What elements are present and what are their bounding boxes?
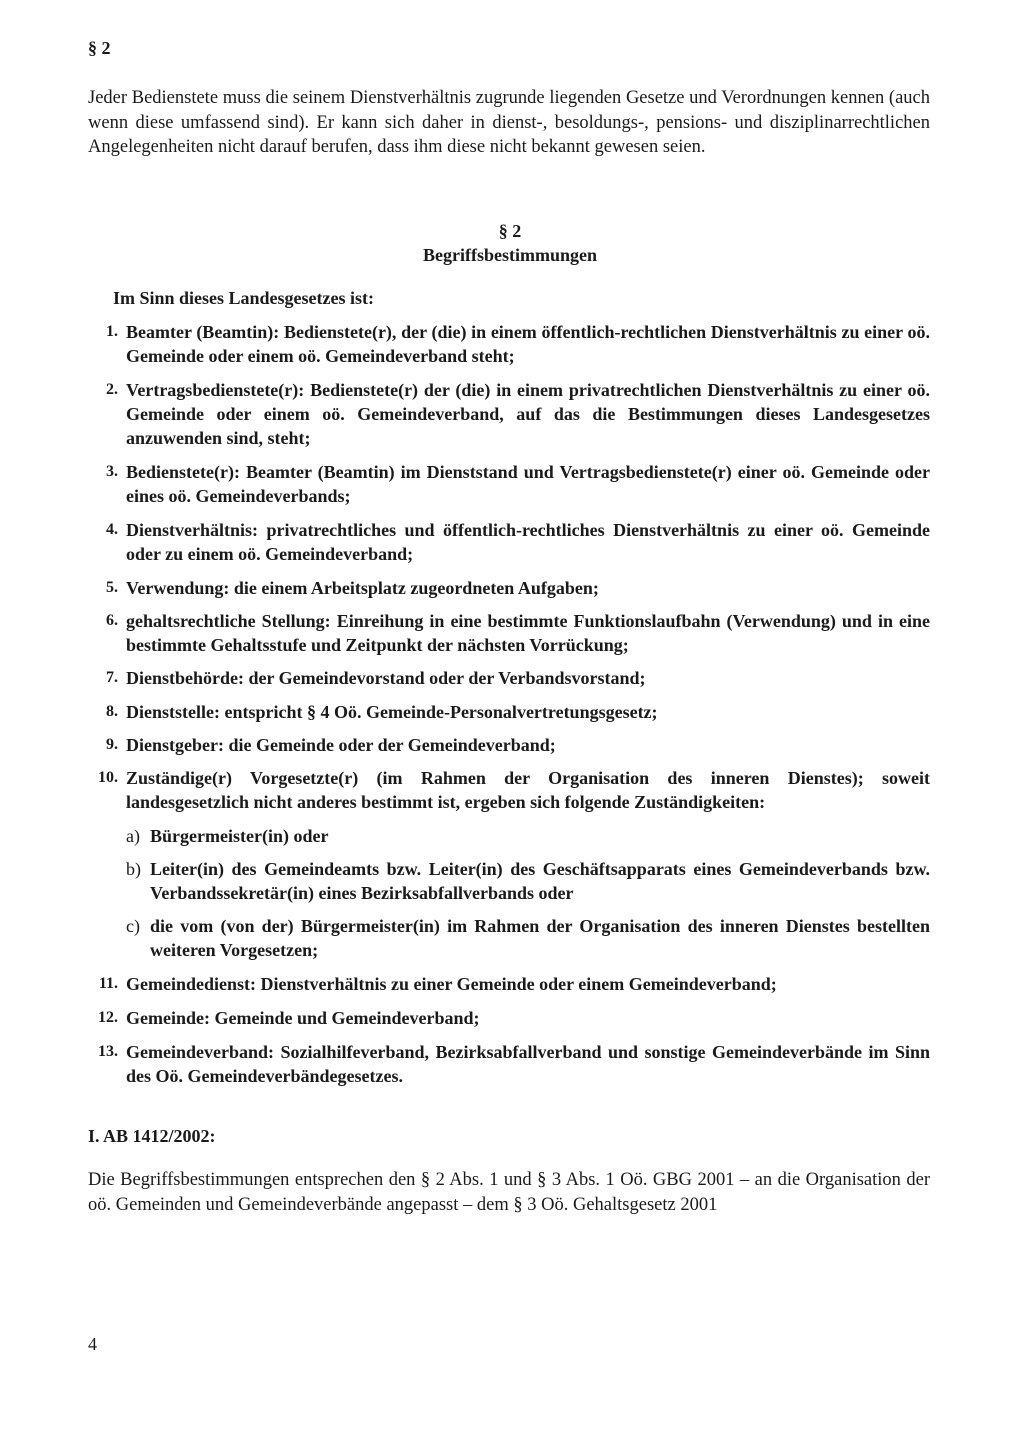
item-text: Dienstgeber: die Gemeinde oder der Gemeindeverband; <box>126 735 556 755</box>
subitem-text: Leiter(in) des Gemeindeamts bzw. Leiter(in) des Geschäftsapparats eines Gemeindeverbands bzw. Verbandssekretär(in) eines Bezirksabfallverbands oder <box>150 859 930 903</box>
item-number: 7. <box>106 669 118 686</box>
item-number: 2. <box>106 381 118 398</box>
annotation-heading: I. AB 1412/2002: <box>88 1126 216 1146</box>
definition-item-6 <box>88 609 930 657</box>
subitem-text: Bürgermeister(in) oder <box>150 826 329 846</box>
item-text: gehaltsrechtliche Stellung: Einreihung in eine bestimmte Funktionslaufbahn (Verwendung) und in eine bestimmte Gehaltsstufe und Zeitpunkt der nächsten Vorrückung; <box>126 611 930 655</box>
definition-item-7 <box>88 666 930 690</box>
item-number: 10. <box>98 769 118 786</box>
item-number: 13. <box>98 1043 118 1060</box>
subitem-a <box>126 824 930 848</box>
item-number: 8. <box>106 703 118 720</box>
item-number: 3. <box>106 463 118 480</box>
definition-item-9 <box>88 733 930 757</box>
item-number: 11. <box>98 975 118 992</box>
definition-item-13 <box>88 1040 930 1088</box>
item-text: Beamter (Beamtin): Bedienstete(r), der (die) in einem öffentlich-rechtlichen Dienstverhältnis zu einer oö. Gemeinde oder einem oö. Gemeindeverband steht; <box>126 322 930 366</box>
definition-item-11 <box>88 972 930 996</box>
section-number: § 2 <box>498 221 522 241</box>
item-number: 5. <box>106 579 118 596</box>
section-lead: Im Sinn dieses Landesgesetzes ist: <box>113 288 375 308</box>
section-title: Begriffsbestimmungen <box>423 245 597 265</box>
subitem-label: b) <box>126 859 141 879</box>
item-text: Gemeindedienst: Dienstverhältnis zu einer Gemeinde oder einem Gemeindeverband; <box>126 974 777 994</box>
item-number: 1. <box>106 323 118 340</box>
definition-item-12 <box>88 1006 930 1030</box>
item-text: Verwendung: die einem Arbeitsplatz zugeordneten Aufgaben; <box>126 578 599 598</box>
item-text: Gemeinde: Gemeinde und Gemeindeverband; <box>126 1008 480 1028</box>
previous-section-text: Jeder Bedienstete muss die seinem Dienstverhältnis zugrunde liegenden Gesetze und Verordnungen kennen (auch wenn diese umfassend sind). Er kann sich daher in dienst-, besoldungs-, pensions- und disziplinarrechtlichen Angelegenheiten nicht darauf berufen, dass ihm diese nicht bekannt gewesen seien. <box>88 88 930 157</box>
item-text: Gemeindeverband: Sozialhilfeverband, Bezirksabfallverband und sonstige Gemeindeverbände im Sinn des Oö. Gemeindeverbändegesetzes. <box>126 1042 930 1086</box>
definition-item-1 <box>88 320 930 368</box>
subitem-c <box>126 914 930 962</box>
definition-item-4 <box>88 518 930 566</box>
item-number: 4. <box>106 521 118 538</box>
item-number: 6. <box>106 612 118 629</box>
subitem-text: die vom (von der) Bürgermeister(in) im Rahmen der Organisation des inneren Dienstes bestellten weiteren Vorgesetzen; <box>150 916 930 960</box>
item-text: Vertragsbedienstete(r): Bedienstete(r) der (die) in einem privatrechtlichen Dienstverhältnis zu einer oö. Gemeinde oder einem oö. Gemeindeverband, auf das die Bestimmungen dieses Landesgesetzes anzuwenden sind, steht; <box>126 380 930 448</box>
definition-item-8 <box>88 700 930 724</box>
definition-item-3 <box>88 460 930 508</box>
annotation-text: Die Begriffsbestimmungen entsprechen den § 2 Abs. 1 und § 3 Abs. 1 Oö. GBG 2001 – an die Organisation der oö. Gemeinden und Gemeindeverbände angepasst – dem § 3 Oö. Gehaltsgesetz 2001 <box>88 1170 930 1215</box>
item-text: Dienststelle: entspricht § 4 Oö. Gemeinde-Personalvertretungsgesetz; <box>126 702 658 722</box>
item-number: 9. <box>106 736 118 753</box>
subitem-label: a) <box>126 826 140 846</box>
item-text: Dienstverhältnis: privatrechtliches und öffentlich-rechtliches Dienstverhältnis zu einer oö. Gemeinde oder zu einem oö. Gemeindeverband; <box>126 520 930 564</box>
definition-item-2 <box>88 378 930 450</box>
page-number: 4 <box>88 1334 97 1354</box>
item-text: Bedienstete(r): Beamter (Beamtin) im Dienststand und Vertragsbedienstete(r) einer oö. Gemeinde oder eines oö. Gemeindeverbands; <box>126 462 930 506</box>
item-text: Zuständige(r) Vorgesetzte(r) (im Rahmen der Organisation des inneren Dienstes); soweit landesgesetzlich nicht anderes bestimmt ist, ergeben sich folgende Zuständigkeiten: <box>126 768 930 812</box>
subitem-b <box>126 857 930 905</box>
previous-section-heading: § 2 <box>88 38 111 58</box>
item-number: 12. <box>98 1009 118 1026</box>
subitem-label: c) <box>126 916 140 936</box>
definition-item-5 <box>88 576 930 600</box>
item-text: Dienstbehörde: der Gemeindevorstand oder der Verbandsvorstand; <box>126 668 646 688</box>
definition-item-10 <box>88 766 930 814</box>
